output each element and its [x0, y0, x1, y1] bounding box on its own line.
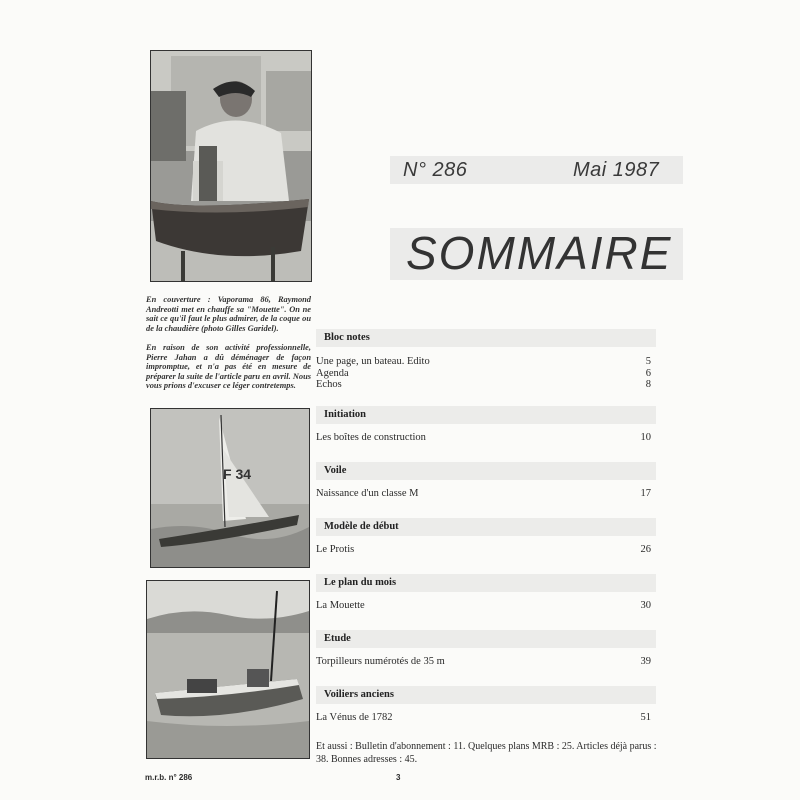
- page-title: SOMMAIRE: [406, 227, 673, 279]
- section-heading: Modèle de début: [316, 518, 656, 536]
- magazine-reference: m.r.b. n° 286: [145, 773, 193, 782]
- toc-section-bloc-notes: [316, 327, 656, 391]
- page-number: 3: [396, 773, 401, 782]
- toc-section-plan-du-mois: [316, 572, 656, 612]
- section-heading: Voiliers anciens: [316, 686, 656, 704]
- issue-date: Mai 1987: [573, 159, 660, 181]
- sailboat-photo: [150, 408, 310, 568]
- torpedo-boat-photo: [146, 580, 310, 759]
- section-heading: Initiation: [316, 406, 656, 424]
- toc-row[interactable]: La Vénus de 1782 51: [316, 712, 651, 723]
- issue-number: N° 286: [403, 159, 468, 181]
- toc-section-etude: [316, 628, 656, 668]
- toc-row[interactable]: Torpilleurs numérotés de 35 m 39: [316, 656, 651, 667]
- toc-section-modele-de-debut: [316, 516, 656, 556]
- toc-section-initiation: [316, 404, 656, 444]
- toc-row[interactable]: Echos 8: [316, 379, 651, 390]
- toc-section-voile: [316, 460, 656, 500]
- notice-caption: En raison de son activité professionnelle, Pierre Jahan a dû déménager de façon impromptue, et n'a pas été en mesure de préparer la suite de l'article paru en avril. Nous vous prions d'excuser ce léger contretemps.: [146, 343, 311, 391]
- cover-photo: [150, 50, 312, 282]
- section-heading: Voile: [316, 462, 656, 480]
- toc-row[interactable]: Naissance d'un classe M 17: [316, 488, 651, 499]
- sail-number: F 34: [223, 466, 252, 482]
- toc-row[interactable]: La Mouette 30: [316, 600, 651, 611]
- toc-section-voiliers-anciens: [316, 684, 656, 724]
- section-heading: Bloc notes: [316, 329, 656, 347]
- toc-row[interactable]: Les boîtes de construction 10: [316, 432, 651, 443]
- toc-row[interactable]: Le Protis 26: [316, 544, 651, 555]
- toc-row[interactable]: Une page, un bateau. Edito 5: [316, 356, 651, 367]
- also-note: Et aussi : Bulletin d'abonnement : 11. Quelques plans MRB : 25. Articles déjà parus : 38. Bonnes adresses : 45.: [316, 741, 657, 765]
- cover-caption: En couverture : Vaporama 86, Raymond Andreotti met en chauffe sa "Mouette". On ne sait ce qu'il faut le plus admirer, de la coque ou de la chaudière (photo Gilles Garidel).: [146, 295, 311, 333]
- section-heading: Etude: [316, 630, 656, 648]
- toc-row[interactable]: Agenda 6: [316, 367, 651, 379]
- section-heading: Le plan du mois: [316, 574, 656, 592]
